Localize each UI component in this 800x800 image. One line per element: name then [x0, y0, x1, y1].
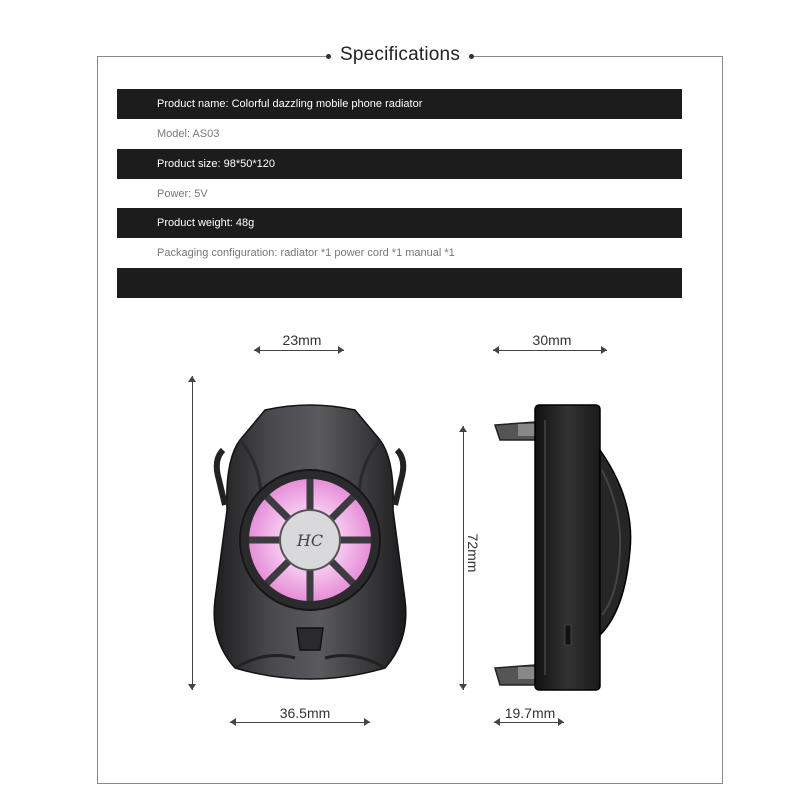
dim-label-front-top: 23mm: [282, 332, 322, 348]
arrow-right-icon: [558, 718, 564, 726]
dim-label-front-bottom: 36.5mm: [279, 705, 331, 721]
spec-row-model: Model: AS03: [117, 119, 682, 149]
spec-row-packaging: Packaging configuration: radiator *1 power cord *1 manual *1: [117, 238, 682, 268]
arrow-up-icon: [459, 426, 467, 432]
spec-row-empty: [117, 268, 682, 298]
arrow-right-icon: [601, 346, 607, 354]
radiator-front-view: [205, 400, 415, 690]
dim-label-side-top: 30mm: [532, 332, 572, 348]
arrow-left-icon: [230, 718, 236, 726]
spec-row-power: Power: 5V: [117, 179, 682, 209]
dim-line-side-height: [463, 426, 464, 690]
spec-row-product-weight: Product weight: 48g: [117, 208, 682, 238]
arrow-down-icon: [459, 684, 467, 690]
title-rule-right: [474, 56, 722, 57]
arrow-right-icon: [364, 718, 370, 726]
arrow-right-icon: [338, 346, 344, 354]
arrow-left-icon: [254, 346, 260, 354]
arrow-left-icon: [493, 346, 499, 354]
dim-line-side-bottom: [494, 722, 564, 723]
dim-line-front-bottom: [230, 722, 370, 723]
dim-label-side-height: 72mm: [465, 533, 481, 573]
dim-line-side-top: [493, 350, 607, 351]
arrow-up-icon: [188, 376, 196, 382]
title-rule-left: [98, 56, 326, 57]
arrow-left-icon: [494, 718, 500, 726]
page-title: Specifications: [339, 44, 461, 65]
dim-line-front-top: [254, 350, 344, 351]
dim-line-front-height: [192, 376, 193, 690]
radiator-side-view: [490, 400, 635, 695]
arrow-down-icon: [188, 684, 196, 690]
svg-text:HC: HC: [296, 531, 324, 550]
spec-row-product-size: Product size: 98*50*120: [117, 149, 682, 179]
dim-label-side-bottom: 19.7mm: [504, 705, 556, 721]
spec-row-product-name: Product name: Colorful dazzling mobile phone radiator: [117, 89, 682, 119]
